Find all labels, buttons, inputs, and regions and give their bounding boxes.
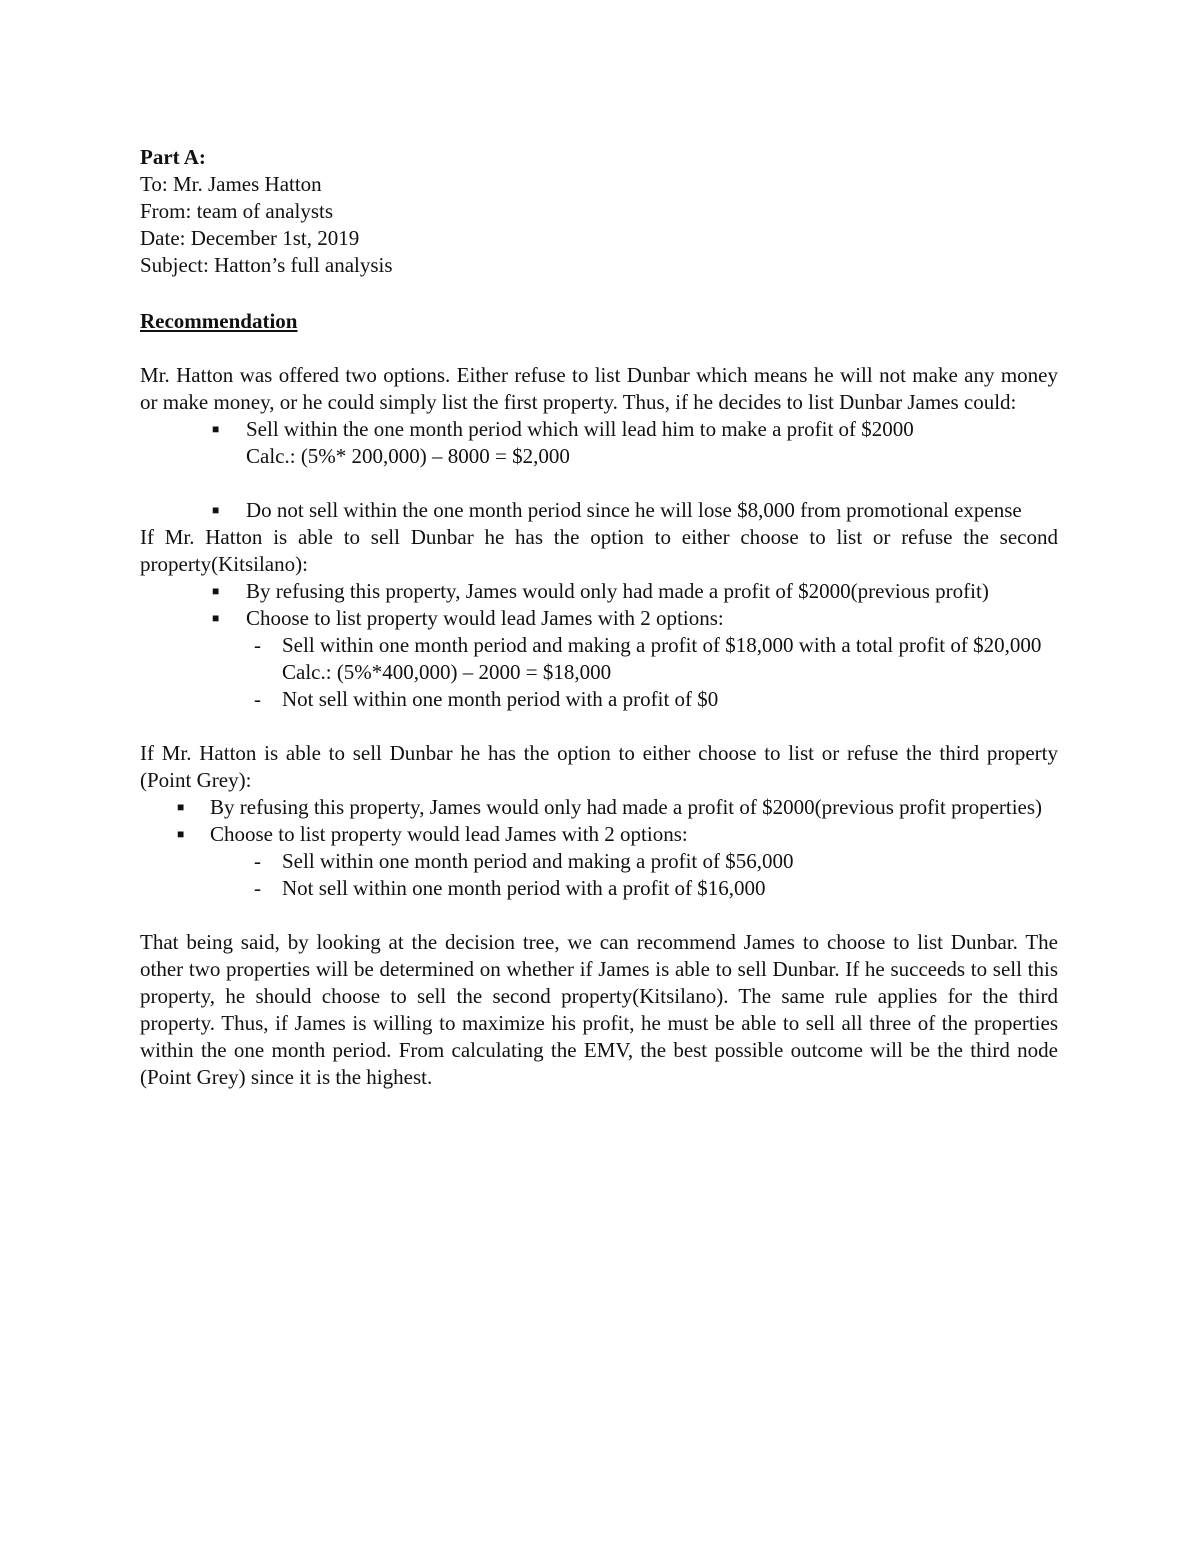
bullet-text: By refusing this property, James would only had made a profit of $2000(previous profit properties) <box>210 795 1043 819</box>
square-bullet-icon: ■ <box>212 611 220 625</box>
list-item <box>140 605 1058 632</box>
pointgrey-bullet-list <box>140 794 1058 848</box>
square-bullet-icon: ■ <box>177 800 185 814</box>
square-bullet-icon: ■ <box>212 584 220 598</box>
option-text: Not sell within one month period with a profit of $0 <box>282 687 719 711</box>
list-item <box>140 632 1058 686</box>
square-bullet-icon: ■ <box>177 827 185 841</box>
memo-to: To: Mr. James Hatton <box>140 172 322 196</box>
list-item <box>140 875 1058 902</box>
dash-marker: - <box>254 633 261 657</box>
square-bullet-icon: ■ <box>212 503 220 517</box>
memo-from: From: team of analysts <box>140 199 334 223</box>
pointgrey-paragraph: If Mr. Hatton is able to sell Dunbar he has the option to either choose to list or refuse the third property (Point Grey): <box>140 741 1058 792</box>
bullet-text: Choose to list property would lead James with 2 options: <box>246 606 724 630</box>
option-text: Sell within one month period and making a profit of $56,000 <box>282 849 794 873</box>
square-bullet-icon: ■ <box>212 422 220 436</box>
list-item <box>140 821 1058 848</box>
memo-subject: Subject: Hatton’s full analysis <box>140 253 393 277</box>
conclusion-paragraph: That being said, by looking at the decision tree, we can recommend James to choose to list Dunbar. The other two properties will be determined on whether if James is able to sell Dunbar. If he succeeds to sell this property, he should choose to sell the second property(Kitsilano). The same rule applies for the third property. Thus, if James is willing to maximize his profit, he must be able to sell all three of the properties within the one month period. From calculating the EMV, the best possible outcome will be the third node (Point Grey) since it is the highest. <box>140 930 1058 1089</box>
memo-date: Date: December 1st, 2019 <box>140 226 360 250</box>
bullet-text: Sell within the one month period which will lead him to make a profit of $2000 <box>246 417 914 441</box>
kitsilano-bullet-list <box>140 578 1058 632</box>
dash-marker: - <box>254 849 261 873</box>
kitsilano-option-list <box>140 632 1058 713</box>
intro-paragraph: Mr. Hatton was offered two options. Either refuse to list Dunbar which means he will not make any money or make money, or he could simply list the first property. Thus, if he decides to list Dunbar James could: <box>140 363 1058 414</box>
recommendation-heading: Recommendation <box>140 309 298 333</box>
option-text: Not sell within one month period with a profit of $16,000 <box>282 876 766 900</box>
part-heading: Part A: <box>140 145 206 169</box>
list-item <box>140 416 1058 470</box>
pointgrey-option-list <box>140 848 1058 902</box>
list-item <box>140 848 1058 875</box>
dash-marker: - <box>254 876 261 900</box>
list-item <box>140 497 1058 524</box>
bullet-text: Choose to list property would lead James with 2 options: <box>210 822 688 846</box>
memo-page <box>140 144 1058 1091</box>
dash-marker: - <box>254 687 261 711</box>
option-text: Sell within one month period and making a profit of $18,000 with a total profit of $20,000 <box>282 633 1042 657</box>
calculation: Calc.: (5%* 200,000) – 8000 = $2,000 <box>246 444 570 468</box>
dunbar-bullet-list <box>140 416 1058 524</box>
list-item <box>140 794 1058 821</box>
bullet-text: Do not sell within the one month period since he will lose $8,000 from promotional expense <box>246 498 1022 522</box>
calculation: Calc.: (5%*400,000) – 2000 = $18,000 <box>282 660 612 684</box>
kitsilano-paragraph: If Mr. Hatton is able to sell Dunbar he has the option to either choose to list or refuse the second property(Kitsilano): <box>140 525 1058 576</box>
list-item <box>140 578 1058 605</box>
bullet-text: By refusing this property, James would only had made a profit of $2000(previous profit) <box>246 579 989 603</box>
list-item <box>140 686 1058 713</box>
